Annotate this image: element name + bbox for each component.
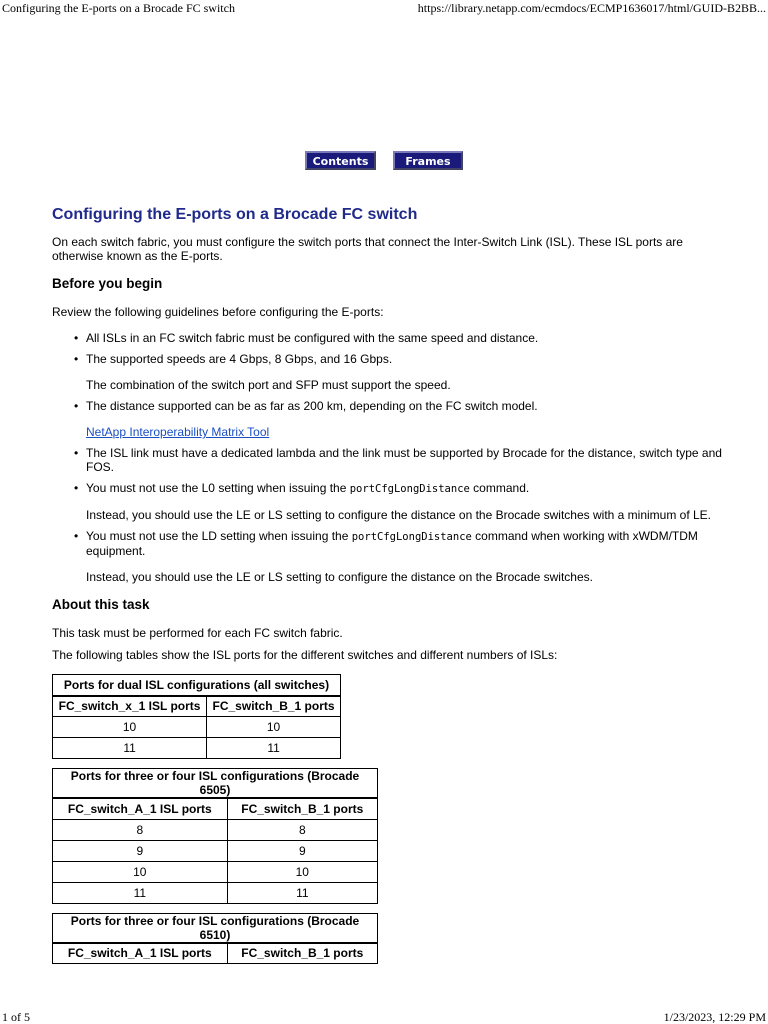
table-cell: 8 xyxy=(227,819,377,840)
page-counter: 1 of 5 xyxy=(2,1010,30,1024)
ports-table-dual-isl xyxy=(52,674,341,759)
guidelines-list xyxy=(74,331,732,584)
bullet-icon: • xyxy=(74,331,79,345)
column-header: FC_switch_A_1 ISL ports xyxy=(53,943,228,964)
list-item xyxy=(74,446,732,474)
about-paragraph-1: This task must be performed for each FC switch fabric. xyxy=(52,626,343,640)
table-row xyxy=(53,882,378,903)
list-item-text-start: You must not use the L0 setting when issuing the xyxy=(86,481,350,495)
bullet-icon: • xyxy=(74,446,79,460)
list-item xyxy=(74,529,732,584)
table-cell: 10 xyxy=(53,861,228,882)
about-heading: About this task xyxy=(52,597,150,612)
print-header-url: https://library.netapp.com/ecmdocs/ECMP1636017/html/GUID-B2BB... xyxy=(417,1,766,15)
list-item-note: The combination of the switch port and SFP must support the speed. xyxy=(86,378,451,392)
before-lead: Review the following guidelines before configuring the E-ports: xyxy=(52,305,384,319)
table-cell: 9 xyxy=(227,840,377,861)
bullet-icon: • xyxy=(74,529,79,543)
table-row xyxy=(53,861,378,882)
table-caption: Ports for dual ISL configurations (all switches) xyxy=(53,675,341,696)
list-item-text: All ISLs in an FC switch fabric must be configured with the same speed and distance. xyxy=(86,331,539,345)
column-header: FC_switch_B_1 ports xyxy=(227,943,377,964)
column-header: FC_switch_B_1 ports xyxy=(207,696,341,717)
column-header: FC_switch_A_1 ISL ports xyxy=(53,798,228,819)
table-row xyxy=(53,738,341,759)
print-header xyxy=(0,0,768,18)
list-item-text-end: command when working with xWDM/TDM equipment. xyxy=(86,529,698,558)
list-item-text: The supported speeds are 4 Gbps, 8 Gbps, and 16 Gbps. xyxy=(86,352,393,366)
list-item-note: Instead, you should use the LE or LS setting to configure the distance on the Brocade switches. xyxy=(86,570,593,584)
ports-table-brocade-6505 xyxy=(52,768,378,904)
table-cell: 11 xyxy=(53,738,207,759)
list-item xyxy=(74,331,732,345)
bullet-icon: • xyxy=(74,481,79,495)
print-date: 1/23/2023, 12:29 PM xyxy=(663,1010,766,1024)
page-title: Configuring the E-ports on a Brocade FC switch xyxy=(52,206,418,223)
print-header-title: Configuring the E-ports on a Brocade FC switch xyxy=(2,1,235,15)
table-cell: 10 xyxy=(53,717,207,738)
table-caption: Ports for three or four ISL configurations (Brocade 6510) xyxy=(53,913,378,943)
column-header: FC_switch_x_1 ISL ports xyxy=(53,696,207,717)
list-item-text-end: command. xyxy=(469,481,530,495)
list-item-text: The ISL link must have a dedicated lambda and the link must be supported by Brocade for the distance, switch type and FOS. xyxy=(86,446,722,474)
list-item xyxy=(74,399,732,439)
bullet-icon: • xyxy=(74,399,79,413)
table-row xyxy=(53,819,378,840)
bullet-icon: • xyxy=(74,352,79,366)
list-item xyxy=(74,352,732,392)
command-code: portCfgLongDistance xyxy=(351,531,472,543)
table-cell: 8 xyxy=(53,819,228,840)
before-heading: Before you begin xyxy=(52,276,163,291)
table-cell: 11 xyxy=(53,882,228,903)
print-footer xyxy=(0,1010,768,1024)
list-item-note: Instead, you should use the LE or LS setting to configure the distance on the Brocade switches with a minimum of LE. xyxy=(86,508,712,522)
table-cell: 10 xyxy=(227,861,377,882)
table-row xyxy=(53,717,341,738)
column-header: FC_switch_B_1 ports xyxy=(227,798,377,819)
table-row xyxy=(53,840,378,861)
intro-paragraph: On each switch fabric, you must configure the switch ports that connect the Inter-Switch Link (ISL). These ISL ports are otherwise known as the E-ports. xyxy=(52,235,683,263)
table-cell: 10 xyxy=(207,717,341,738)
table-cell: 9 xyxy=(53,840,228,861)
frames-button[interactable]: Frames xyxy=(393,151,463,170)
about-paragraph-2: The following tables show the ISL ports for the different switches and different numbers of ISLs: xyxy=(52,648,558,662)
list-item xyxy=(74,481,732,522)
topic-content xyxy=(52,205,732,973)
interoperability-matrix-link[interactable]: NetApp Interoperability Matrix Tool xyxy=(86,425,270,439)
contents-button[interactable]: Contents xyxy=(305,151,376,170)
table-cell: 11 xyxy=(227,882,377,903)
command-code: portCfgLongDistance xyxy=(349,483,470,495)
table-cell: 11 xyxy=(207,738,341,759)
list-item-text: The distance supported can be as far as 200 km, depending on the FC switch model. xyxy=(86,399,538,413)
ports-table-brocade-6510 xyxy=(52,913,378,965)
list-item-text-start: You must not use the LD setting when issuing the xyxy=(86,529,352,543)
table-caption: Ports for three or four ISL configurations (Brocade 6505) xyxy=(53,769,378,799)
